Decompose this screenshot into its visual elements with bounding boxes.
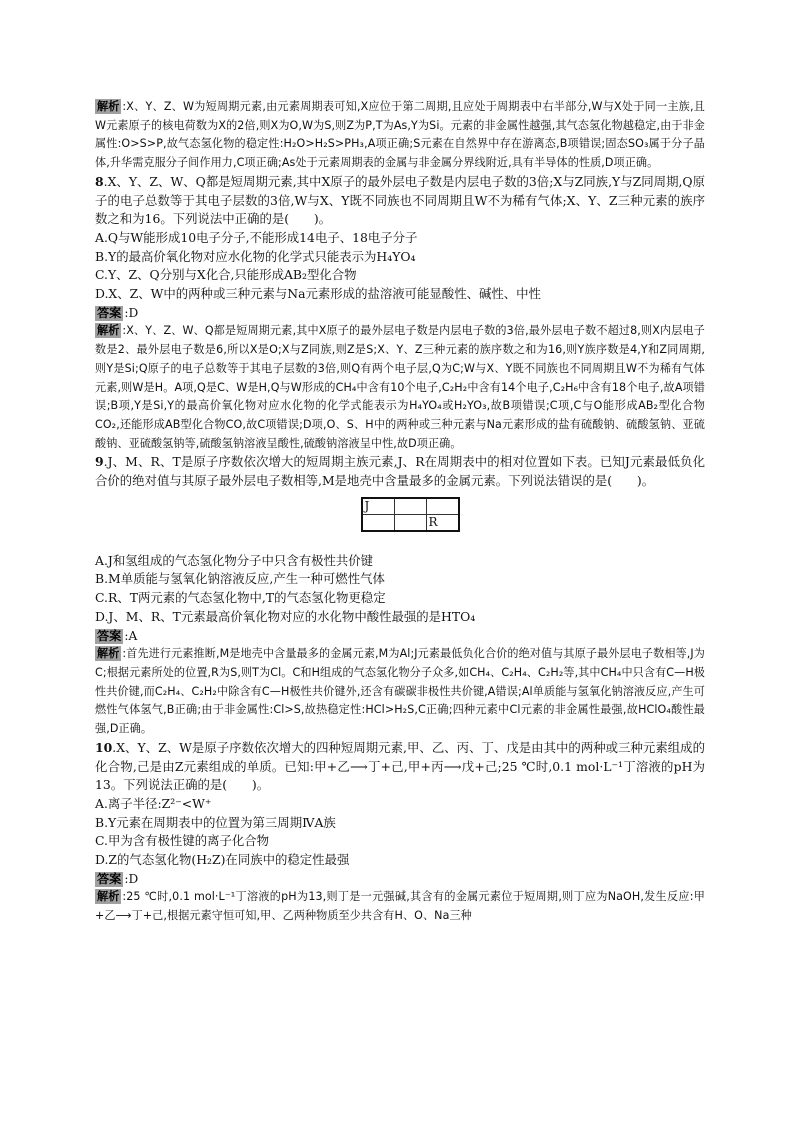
analysis-tag: 解析 xyxy=(97,890,120,904)
option-b: B.Y元素在周期表中的位置为第三周期ⅣA族 xyxy=(95,814,336,830)
answer-tag: 答案 xyxy=(97,871,122,886)
answer-value: A xyxy=(128,628,138,643)
analysis-tag: 解析 xyxy=(97,324,120,338)
question-9 xyxy=(95,453,705,490)
answer-value: D xyxy=(128,305,139,320)
cell-empty xyxy=(394,498,426,515)
option-c: C.R、T两元素的气态氢化物中,T的气态氢化物更稳定 xyxy=(95,590,386,606)
question-8 xyxy=(95,173,705,229)
question-number: 10 xyxy=(95,739,113,755)
analysis-block: 解析 :25 ℃时,0.1 mol·L⁻¹丁溶液的pH为13,则丁是一元强碱,其含有的金属元素位于短周期,则丁应为NaOH,发生反应:甲+乙⟶丁+己,根据元素守恒可知,甲、乙两种物质至少共含有H、O、Na三种 xyxy=(95,890,705,923)
answer-tag: 答案 xyxy=(97,305,122,320)
analysis-text: X、Y、Z、W为短周期元素,由元素周期表可知,X应位于第二周期,且应处于周期表中右半部分,W与X处于同一主族,且W元素原子的核电荷数为X的2倍,则X为O,W为S,则Z为P,T为As,Y为Si。元素的非金属性越强,其气态氢化物越稳定,由于非金属性:O>S>P,故气态氢化物的稳定性:H₂O>H₂S>PH₃,A项正确;S元素在自然界中存在游离态,B项错误;固态SO₃属于分子晶体,升华需克服分子间作用力,C项正确;As处于元素周期表的金属与非金属分界线附近,具有半导体的性质,D项正确。 xyxy=(95,100,705,170)
cell-r: R xyxy=(426,514,459,531)
analysis-block: 解析 :X、Y、Z、W、Q都是短周期元素,其中X原子的最外层电子数是内层电子数的3倍,最外层电子数不超过8,则X内层电子数是2、最外层电子数是6,所以X是O;X与Z同族,则Z是S;X、Y、Z三种元素的族序数之和为16,则Y族序数是4,Y和Z同周期,则Y是Si;Q原子的电子总数等于其电子层数的3倍,则Q有两个电子层,Q为C;W与X、Y既不同族也不同周期且W不为稀有气体元素,则W是H。A项,Q是C、W是H,Q与W形成的CH₄中含有10个电子,C₂H₂中含有14个电子,C₂H₆中含有18个电子,故A项错误;B项,Y是Si,Y的最高价氧化物对应水化物的化学式能表示为H₄YO₄或H₂YO₃,故B项错误;C项,C与O能形成AB₂型化合物CO₂,还能形成AB型化合物CO,故C项错误;D项,O、S、H中的两种或三种元素与Na元素形成的盐有硫酸钠、硫酸氢钠、亚硫酸钠、亚硫酸氢钠等,硫酸氢钠溶液呈酸性,硫酸钠溶液呈中性,故D项正确。 xyxy=(95,324,705,450)
answer-tag: 答案 xyxy=(97,628,122,643)
option-d: D.Z的气态氢化物(H₂Z)在同族中的稳定性最强 xyxy=(95,852,350,868)
cell-j: J xyxy=(362,498,395,515)
analysis-tag: 解析 xyxy=(97,100,120,113)
answer-line: 答案 :A xyxy=(97,628,138,643)
question-stem: .X、Y、Z、W是原子序数依次增大的四种短周期元素,甲、乙、丙、丁、戊是由其中的两种或三种元素组成的化合物,己是由Z元素组成的单质。已知:甲+乙⟶丁+己,甲+丙⟶戊+己;25 ℃时,0.1 mol·L⁻¹丁溶液的pH为13。下列说法正确的是( )。 xyxy=(95,739,705,793)
element-position-table xyxy=(361,497,460,532)
option-a: A.Q与W能形成10电子分子,不能形成14电子、18电子分子 xyxy=(95,229,418,245)
periodic-table-fragment xyxy=(95,497,705,532)
document-page xyxy=(95,98,705,926)
option-c: C.甲为含有极性键的离子化合物 xyxy=(95,833,270,849)
analysis-text: X、Y、Z、W、Q都是短周期元素,其中X原子的最外层电子数是内层电子数的3倍,最外层电子数不超过8,则X内层电子数是2、最外层电子数是6,所以X是O;X与Z同族,则Z是S;X、Y、Z三种元素的族序数之和为16,则Y族序数是4,Y和Z同周期,则Y是Si;Q原子的电子总数等于其电子层数的3倍,则Q有两个电子层,Q为C;W与X、Y既不同族也不同周期且W不为稀有气体元素,则W是H。A项,Q是C、W是H,Q与W形成的CH₄中含有10个电子,C₂H₂中含有14个电子,C₂H₆中含有18个电子,故A项错误;B项,Y是Si,Y的最高价氧化物对应水化物的化学式能表示为H₄YO₄或H₂YO₃,故B项错误;C项,C与O能形成AB₂型化合物CO₂,还能形成AB型化合物CO,故C项错误;D项,O、S、H中的两种或三种元素与Na元素形成的盐有硫酸钠、硫酸氢钠、亚硫酸钠、亚硫酸氢钠等,硫酸氢钠溶液呈酸性,硫酸钠溶液呈中性,故D项正确。 xyxy=(95,324,705,450)
analysis-text: 25 ℃时,0.1 mol·L⁻¹丁溶液的pH为13,则丁是一元强碱,其含有的金属元素位于短周期,则丁应为NaOH,发生反应:甲+乙⟶丁+己,根据元素守恒可知,甲、乙两种物质至少共含有H、O、Na三种 xyxy=(95,890,705,923)
question-stem: .X、Y、Z、W、Q都是短周期元素,其中X原子的最外层电子数是内层电子数的3倍;X与Z同族,Y与Z同周期,Q原子的电子总数等于其电子层数的3倍,W与X、Y既不同族也不同周期且W不为稀有气体;X、Y、Z三种元素的族序数之和为16。下列说法中正确的是( )。 xyxy=(95,173,705,227)
option-d: D.J、M、R、T元素最高价氧化物对应的水化物中酸性最强的是HTO₄ xyxy=(95,608,476,624)
answer-value: D xyxy=(128,871,139,886)
option-a: A.离子半径:Z²⁻<W⁺ xyxy=(95,795,212,811)
option-d: D.X、Z、W中的两种或三种元素与Na元素形成的盐溶液可能显酸性、碱性、中性 xyxy=(95,286,541,302)
option-b: B.M单质能与氢氧化钠溶液反应,产生一种可燃性气体 xyxy=(95,571,385,587)
analysis-block: 解析 :首先进行元素推断,M是地壳中含量最多的金属元素,M为Al;J元素最低负化合价的绝对值与其原子最外层电子数相等,J为C;根据元素所处的位置,R为S,则T为Cl。C和H组成的气态氢化物分子众多,如CH₄、C₂H₄、C₂H₂等,其中CH₄中只含有C—H极性共价键,而C₂H₄、C₂H₂中除含有C—H极性共价键外,还含有碳碳非极性共价键,A错误;Al单质能与氢氧化钠溶液反应,产生可燃性气体氢气,B正确;由于非金属性:Cl>S,故热稳定性:HCl>H₂S,C正确;四种元素中Cl元素的非金属性最强,故HClO₄酸性最强,D正确。 xyxy=(95,647,705,736)
cell-empty xyxy=(426,498,459,515)
option-a: A.J和氢组成的气态氢化物分子中只含有极性共价键 xyxy=(95,552,374,568)
question-stem: .J、M、R、T是原子序数依次增大的短周期主族元素,J、R在周期表中的相对位置如下表。已知J元素最低负化合价的绝对值与其原子最外层电子数相等,M是地壳中含量最多的金属元素。下列说法错误的是( )。 xyxy=(95,454,705,489)
cell-empty xyxy=(362,514,395,531)
analysis-text: 首先进行元素推断,M是地壳中含量最多的金属元素,M为Al;J元素最低负化合价的绝对值与其原子最外层电子数相等,J为C;根据元素所处的位置,R为S,则T为Cl。C和H组成的气态氢化物分子众多,如CH₄、C₂H₄、C₂H₂等,其中CH₄中只含有C—H极性共价键,而C₂H₄、C₂H₂中除含有C—H极性共价键外,还含有碳碳非极性共价键,A错误;Al单质能与氢氧化钠溶液反应,产生可燃性气体氢气,B正确;由于非金属性:Cl>S,故热稳定性:HCl>H₂S,C正确;四种元素中Cl元素的非金属性最强,故HClO₄酸性最强,D正确。 xyxy=(95,647,705,736)
question-10 xyxy=(95,739,705,795)
cell-empty xyxy=(394,514,426,531)
option-b: B.Y的最高价氧化物对应水化物的化学式只能表示为H₄YO₄ xyxy=(95,248,416,264)
answer-line: 答案 :D xyxy=(97,871,139,886)
question-number: 8 xyxy=(95,173,104,189)
analysis-tag: 解析 xyxy=(97,647,120,661)
question-number: 9 xyxy=(95,454,104,470)
analysis-block-prev: 解析 :X、Y、Z、W为短周期元素,由元素周期表可知,X应位于第二周期,且应处于周期表中右半部分,W与X处于同一主族,且W元素原子的核电荷数为X的2倍,则X为O,W为S,则Z为P,T为As,Y为Si。元素的非金属性越强,其气态氢化物越稳定,由于非金属性:O>S>P,故气态氢化物的稳定性:H₂O>H₂S>PH₃,A项正确;S元素在自然界中存在游离态,B项错误;固态SO₃属于分子晶体,升华需克服分子间作用力,C项正确;As处于元素周期表的金属与非金属分界线附近,具有半导体的性质,D项正确。 xyxy=(95,100,705,170)
answer-line: 答案 :D xyxy=(97,305,139,320)
option-c: C.Y、Z、Q分别与X化合,只能形成AB₂型化合物 xyxy=(95,267,357,283)
